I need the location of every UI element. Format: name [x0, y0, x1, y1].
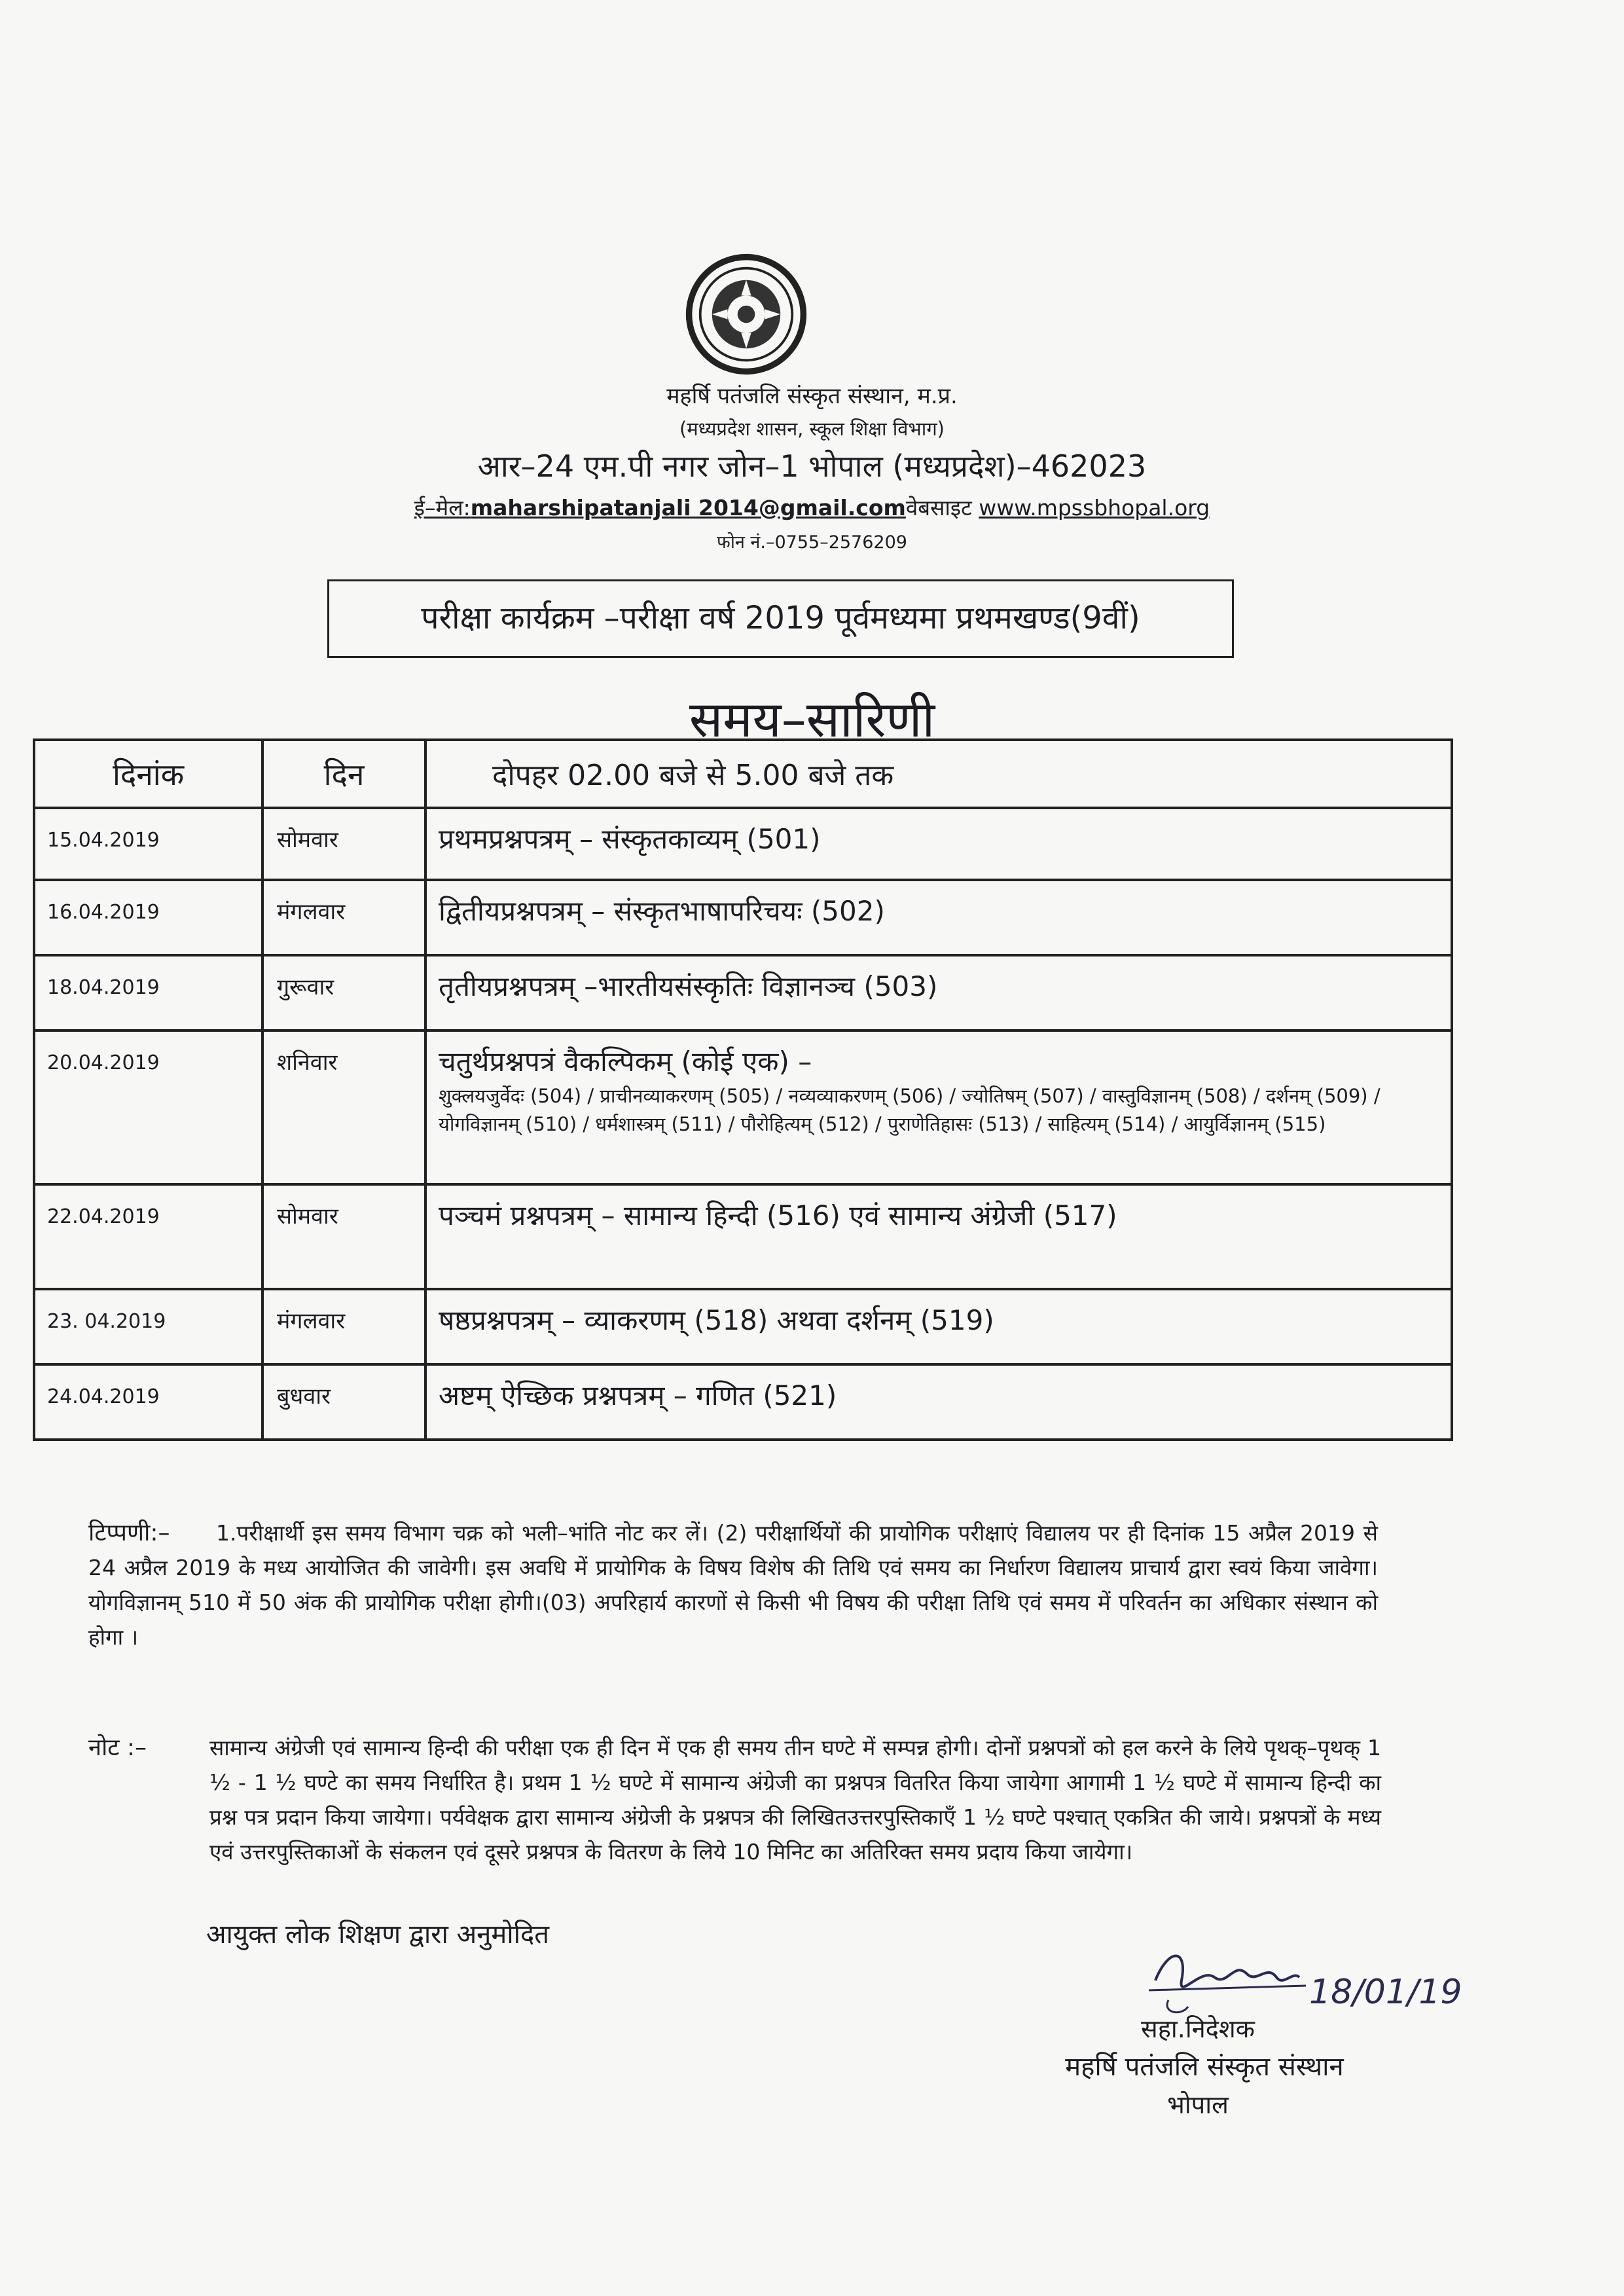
header-day: दिन — [262, 740, 425, 808]
org-contact-line — [0, 492, 1624, 522]
row-date: 18.04.2019 — [34, 955, 262, 1030]
row-date: 24.04.2019 — [34, 1364, 262, 1440]
row-date: 15.04.2019 — [34, 808, 262, 880]
row-paper: षष्ठप्रश्नपत्रम् – व्याकरणम् (518) अथवा दर्शनम् (519) — [425, 1289, 1452, 1364]
row-paper-cell — [425, 1030, 1452, 1184]
row-day: गुरूवार — [262, 955, 425, 1030]
table-row — [34, 955, 1452, 1030]
row-day: मंगलवार — [262, 1289, 425, 1364]
row-paper: चतुर्थप्रश्नपत्रं वैकल्पिकम् (कोई एक) – — [439, 1046, 812, 1078]
header-time: दोपहर 02.00 बजे से 5.00 बजे तक — [425, 740, 1452, 808]
signatory-city: भोपाल — [1167, 2090, 1229, 2119]
table-row — [34, 1289, 1452, 1364]
row-day: शनिवार — [262, 1030, 425, 1184]
exam-schedule-table — [33, 738, 1453, 1441]
row-day: मंगलवार — [262, 880, 425, 955]
row-day: बुधवार — [262, 1364, 425, 1440]
row-paper: पञ्चमं प्रश्नपत्रम् – सामान्य हिन्दी (516) एवं सामान्य अंग्रेजी (517) — [425, 1184, 1452, 1289]
approval-text: आयुक्त लोक शिक्षण द्वारा अनुमोदित — [206, 1920, 550, 1950]
signature-date: 18/01/19 — [1309, 1973, 1462, 2012]
website-link[interactable]: www.mpssbhopal.org — [979, 495, 1210, 520]
table-row — [34, 1030, 1452, 1184]
email-label: ई–मेल: — [414, 495, 471, 520]
exam-title: परीक्षा कार्यक्रम –परीक्षा वर्ष 2019 पूर्वमध्यमा प्रथमखण्ड(9वीं) — [327, 579, 1234, 658]
schedule-title: समय–सारिणी — [689, 690, 935, 748]
org-name: महर्षि पतंजलि संस्कृत संस्थान, म.प्र. — [666, 383, 958, 409]
row-paper: तृतीयप्रश्नपत्रम् –भारतीयसंस्कृतिः विज्ञानञ्च (503) — [425, 955, 1452, 1030]
row-paper: अष्टम् ऐच्छिक प्रश्नपत्रम् – गणित (521) — [425, 1364, 1452, 1440]
row-day: सोमवार — [262, 1184, 425, 1289]
note2-label: नोट :– — [88, 1734, 147, 1761]
signatory-org: महर्षि पतंजलि संस्कृत संस्थान — [1065, 2052, 1344, 2082]
note1-label: टिप्पणी:– — [88, 1520, 170, 1546]
row-date: 16.04.2019 — [34, 880, 262, 955]
table-header-row — [34, 740, 1452, 808]
org-address: आर–24 एम.पी नगर जोन–1 भोपाल (मध्यप्रदेश)–462023 — [477, 448, 1147, 484]
table-row — [34, 1364, 1452, 1440]
website-label: वेबसाइट — [905, 495, 972, 520]
row-paper: प्रथमप्रश्नपत्रम् – संस्कृतकाव्यम् (501) — [425, 808, 1452, 880]
table-row — [34, 808, 1452, 880]
elective-options: शुक्लयजुर्वेदः (504) / प्राचीनव्याकरणम् (505) / नव्यव्याकरणम् (506) / ज्योतिषम् (507) / वास्तुविज्ञानम् (508) / दर्शनम् (509) / योगविज्ञानम् (510) / धर्मशास्त्रम् (511) / पौरोहित्यम् (512) / पुराणेतिहासः (513) / साहित्यम् (514) / आयुर्विज्ञानम् (515) — [439, 1085, 1380, 1135]
email-link[interactable]: maharshipatanjali 2014@gmail.com — [470, 495, 906, 520]
note2-text: सामान्य अंग्रेजी एवं सामान्य हिन्दी की परीक्षा एक ही दिन में एक ही समय तीन घण्टे में सम्पन्न होगी। दोनों प्रश्नपत्रों को हल करने के लिये पृथक्–पृथक् 1 ½ - 1 ½ घण्टे का समय निर्धारित है। प्रथम 1 ½ घण्टे में सामान्य अंग्रेजी का प्रश्नपत्र वितरित किया जायेगा आगामी 1 ½ घण्टे में सामान्य हिन्दी का प्रश्न पत्र प्रदान किया जायेगा। पर्यवेक्षक द्वारा सामान्य अंग्रेजी के प्रश्नपत्र की लिखितउत्तरपुस्तिकाऍं 1 ½ घण्टे पश्चात् एकत्रित की जाये। प्रश्नपत्रों के मध्य एवं उत्तरपुस्तिकाओं के संकलन एवं दूसरे प्रश्नपत्र के वितरण के लिये 10 मिनिट का अतिरिक्त समय प्रदाय किया जायेगा। — [209, 1735, 1381, 1865]
table-row — [34, 1184, 1452, 1289]
header-date: दिनांक — [34, 740, 262, 808]
row-paper: द्वितीयप्रश्नपत्रम् – संस्कृतभाषापरिचयः (502) — [425, 880, 1452, 955]
org-department: (मध्यप्रदेश शासन, स्कूल शिक्षा विभाग) — [679, 418, 945, 440]
row-date: 22.04.2019 — [34, 1184, 262, 1289]
signatory-title: सहा.निदेशक — [1141, 2014, 1255, 2043]
row-date: 23. 04.2019 — [34, 1289, 262, 1364]
org-phone: फोन नं.–0755–2576209 — [717, 532, 907, 553]
institute-seal-emblem-icon — [684, 252, 808, 376]
row-date: 20.04.2019 — [34, 1030, 262, 1184]
note1-text: 1.परीक्षार्थी इस समय विभाग चक्र को भली–भांति नोट कर लें। (2) परीक्षार्थियों की प्रायोगिक परीक्षाएं विद्यालय पर ही दिनांक 15 अप्रैल 2019 से 24 अप्रैल 2019 के मध्य आयोजित की जावेगी। इस अवधि में प्रायोगिक के विषय विशेष की तिथि एवं समय का निर्धारण विद्यालय प्राचार्य द्वारा स्वयं किया जावेगा। योगविज्ञानम् 510 में 50 अंक की प्रायोगिक परीक्षा होगी।(03) अपरिहार्य कारणों से किसी भी विषय की परीक्षा तिथि एवं समय में परिवर्तन का अधिकार संस्थान को होगा । — [88, 1520, 1378, 1650]
table-row — [34, 880, 1452, 955]
row-day: सोमवार — [262, 808, 425, 880]
